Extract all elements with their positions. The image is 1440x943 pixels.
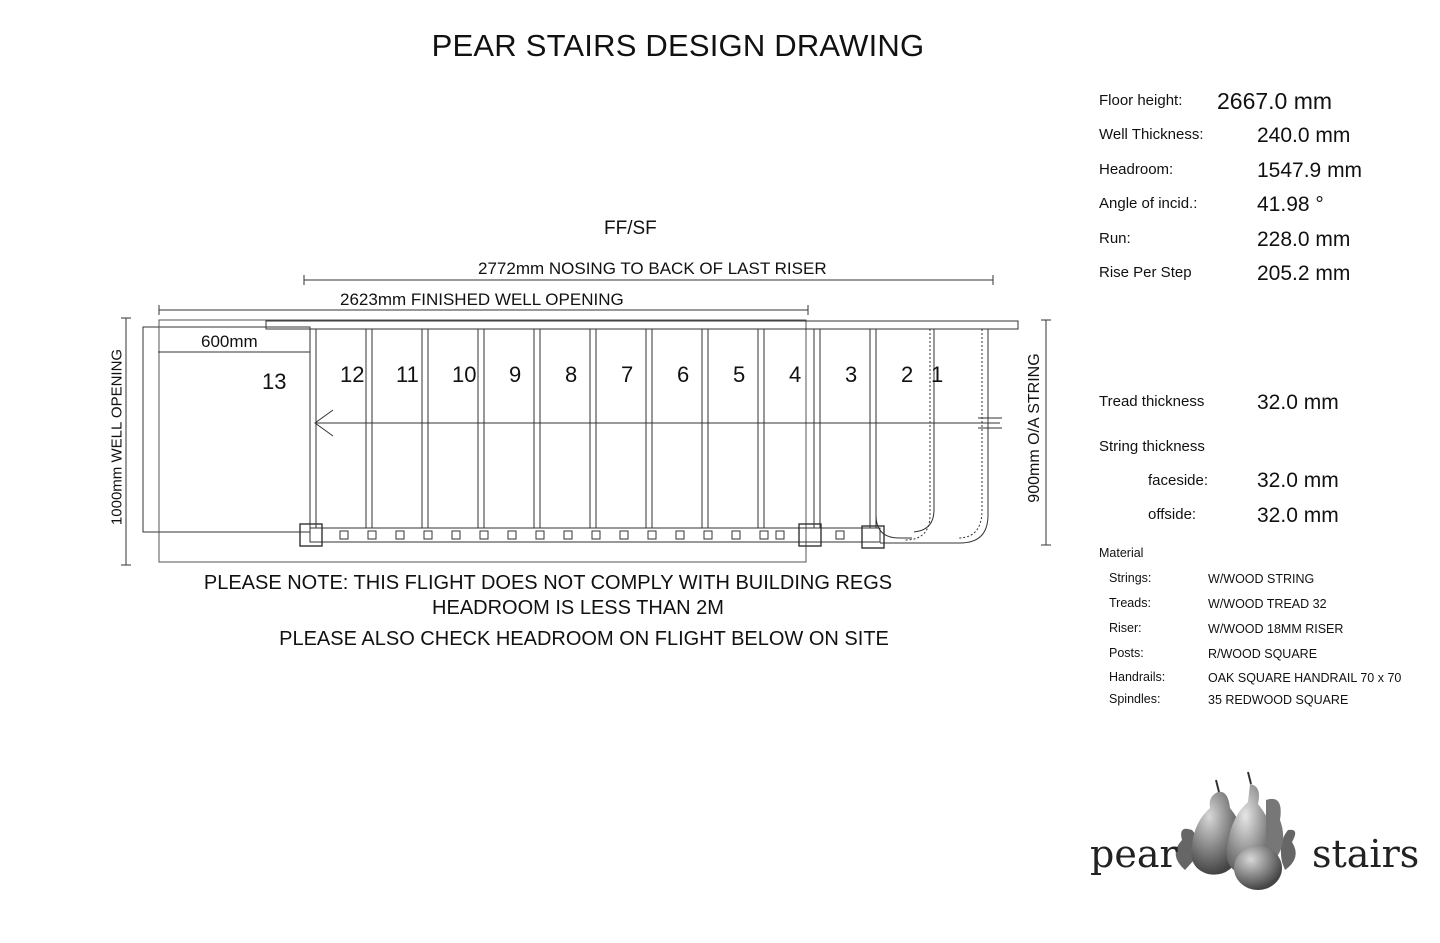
material-value: W/WOOD STRING [1208, 572, 1315, 586]
handrail-top [266, 321, 1018, 329]
spec-label: Well Thickness: [1099, 126, 1204, 143]
dimension-600-label: 600mm [201, 332, 258, 351]
spec-value: 32.0 mm [1257, 504, 1339, 527]
material-value: R/WOOD SQUARE [1208, 647, 1318, 661]
step-number: 2 [901, 362, 914, 387]
spec-label: Angle of incid.: [1099, 195, 1198, 212]
dimension-well-opening-label: 1000mm WELL OPENING [108, 348, 126, 526]
spec-value: 228.0 mm [1257, 228, 1351, 251]
spec-label: Rise Per Step [1099, 264, 1192, 281]
spec-value: 2667.0 mm [1217, 88, 1333, 114]
material-heading: Material [1099, 546, 1144, 560]
step-number: 13 [262, 369, 287, 394]
newel-post-mid [799, 524, 821, 546]
risers [310, 329, 876, 528]
spec-label: faceside: [1148, 472, 1209, 489]
dimension-nosing-label: 2772mm NOSING TO BACK OF LAST RISER [478, 259, 827, 278]
material-value: 35 REDWOOD SQUARE [1208, 693, 1349, 707]
material-value: OAK SQUARE HANDRAIL 70 x 70 [1208, 671, 1402, 685]
spec-value: 32.0 mm [1257, 469, 1339, 492]
material-value: W/WOOD 18MM RISER [1208, 622, 1344, 636]
spec-value: 205.2 mm [1257, 262, 1351, 285]
dimension-string-label: 900mm O/A STRING [1026, 353, 1043, 503]
spec-label: Floor height: [1099, 92, 1183, 109]
logo-word-left: pear [1090, 832, 1178, 876]
compliance-note: PLEASE NOTE: THIS FLIGHT DOES NOT COMPLY WITH BUILDING REGS [203, 572, 893, 594]
floor-label: FF/SF [604, 218, 657, 239]
headroom-note: HEADROOM IS LESS THAN 2M [432, 597, 724, 619]
spec-label: Run: [1099, 230, 1131, 247]
step-number: 5 [733, 362, 746, 387]
logo-word-right: stairs [1312, 832, 1420, 876]
step-number: 11 [396, 362, 419, 387]
spec-value: 240.0 mm [1257, 124, 1351, 147]
spec-label: String thickness [1099, 438, 1205, 455]
material-label: Strings: [1109, 571, 1152, 585]
spec-value: 32.0 mm [1257, 391, 1339, 414]
site-check-note: PLEASE ALSO CHECK HEADROOM ON FLIGHT BELOW ON SITE [279, 628, 889, 650]
step-number: 4 [789, 362, 802, 387]
newel-post-bottom [862, 526, 884, 548]
material-label: Riser: [1109, 621, 1142, 635]
well-opening-outline [159, 320, 806, 562]
material-label: Handrails: [1109, 670, 1166, 684]
step-number: 3 [845, 362, 858, 387]
pear-stairs-logo [1090, 770, 1420, 900]
material-value: W/WOOD TREAD 32 [1208, 597, 1327, 611]
material-label: Posts: [1109, 646, 1144, 660]
step-number: 8 [565, 362, 578, 387]
spec-label: offside: [1148, 506, 1197, 523]
step-number: 12 [340, 362, 365, 387]
landing-area [143, 327, 310, 532]
spec-value: 1547.9 mm [1257, 159, 1363, 182]
page-title: PEAR STAIRS DESIGN DRAWING [431, 28, 925, 63]
step-number: 9 [509, 362, 522, 387]
spec-label: Headroom: [1099, 161, 1174, 178]
spec-label: Tread thickness [1099, 393, 1205, 410]
step-number: 7 [621, 362, 634, 387]
spec-value: 41.98 ° [1257, 193, 1324, 216]
spindles [340, 531, 844, 539]
dimension-well-label: 2623mm FINISHED WELL OPENING [340, 290, 624, 309]
step-number: 6 [677, 362, 690, 387]
step-number: 10 [452, 362, 477, 387]
newel-post-top [300, 524, 322, 546]
step-number: 1 [931, 362, 944, 387]
bullnose-step-2 [876, 329, 912, 538]
material-label: Spindles: [1109, 692, 1161, 706]
material-label: Treads: [1109, 596, 1151, 610]
